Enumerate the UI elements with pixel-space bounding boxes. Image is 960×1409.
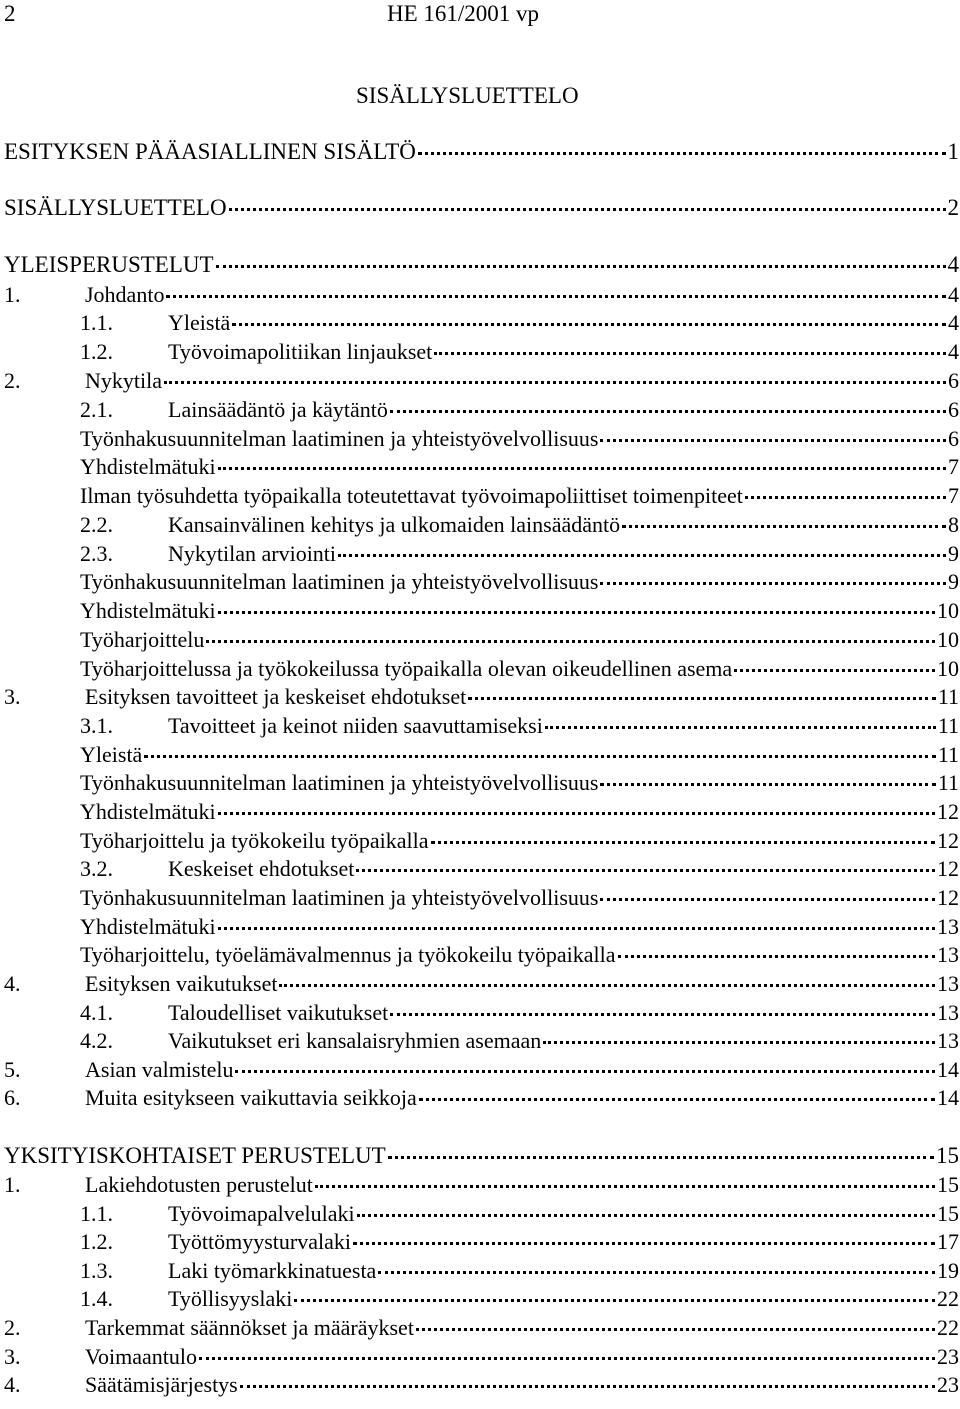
dot-leader <box>600 582 946 585</box>
toc-entry-page: 13 <box>937 942 959 967</box>
toc-entry-title: Muita esitykseen vaikuttavia seikkoja <box>85 1085 417 1110</box>
toc-entry-page: 12 <box>937 856 959 881</box>
toc-entry-number: 2. <box>4 1315 21 1340</box>
toc-entry-page: 23 <box>937 1372 959 1397</box>
toc-entry-title: Yhdistelmätuki <box>80 799 216 824</box>
toc-entry-title: Säätämisjärjestys <box>85 1372 238 1397</box>
toc-entry-page: 8 <box>948 512 959 537</box>
toc-entry-page: 12 <box>937 828 959 853</box>
toc-entry-number: 2. <box>4 368 21 393</box>
toc-entry-title: Nykytila <box>85 368 162 393</box>
dot-leader <box>600 898 935 901</box>
toc-entry-title: Asian valmistelu <box>85 1057 234 1082</box>
toc-entry-number: 2.1. <box>80 397 113 422</box>
toc-entry-number: 4. <box>4 971 21 996</box>
toc-entry-title: Työttömyysturvalaki <box>168 1229 351 1254</box>
toc-entry-title: Laki työmarkkinatuesta <box>168 1258 377 1283</box>
toc-entry-number: 1.1. <box>80 310 113 335</box>
dot-leader <box>166 295 946 298</box>
toc-entry <box>4 1314 959 1342</box>
toc-entry <box>4 338 959 366</box>
toc-entry <box>4 1084 959 1112</box>
dot-leader <box>356 869 935 872</box>
toc-entry-number: 1. <box>4 1172 21 1197</box>
dot-leader <box>378 1271 935 1274</box>
dot-leader <box>390 1013 935 1016</box>
toc-heading: SISÄLLYSLUETTELO <box>356 83 579 108</box>
toc-entry-page: 1 <box>947 139 959 164</box>
toc-entry-title: Yleistä <box>80 742 143 767</box>
dot-leader <box>434 352 946 355</box>
toc-entry-number: 2.3. <box>80 541 113 566</box>
toc-entry <box>4 1257 959 1285</box>
toc-entry-title: Työnhakusuunnitelman laatiminen ja yhteistyövelvollisuus <box>80 569 599 594</box>
toc-entry <box>4 194 959 222</box>
page-number: 2 <box>4 1 16 26</box>
dot-leader <box>745 496 946 499</box>
toc-entry-page: 11 <box>937 684 959 709</box>
toc-entry-page: 11 <box>937 713 959 738</box>
toc-entry-page: 9 <box>948 541 959 566</box>
dot-leader <box>353 1242 935 1245</box>
dot-leader <box>218 467 946 470</box>
toc-entry-title: Kansainvälinen kehitys ja ulkomaiden lainsäädäntö <box>168 512 621 537</box>
dot-leader <box>218 812 935 815</box>
toc-entry <box>4 741 959 769</box>
toc-entry-title: Lakiehdotusten perustelut <box>85 1172 313 1197</box>
toc-entry-page: 4 <box>947 252 959 277</box>
toc-entry <box>4 884 959 912</box>
toc-entry-number: 4. <box>4 1372 21 1397</box>
dot-leader <box>144 755 935 758</box>
dot-leader <box>388 1156 934 1159</box>
dot-leader <box>218 927 935 930</box>
toc-entry-title: Ilman työsuhdetta työpaikalla toteutettavat työvoimapoliittiset toimenpiteet <box>80 483 743 508</box>
toc-entry <box>4 425 959 453</box>
toc-entry-page: 22 <box>937 1286 959 1311</box>
toc-entry-title: Yhdistelmätuki <box>80 598 216 623</box>
dot-leader <box>734 669 935 672</box>
toc-entry <box>4 1343 959 1371</box>
toc-entry <box>4 511 959 539</box>
toc-entry-number: 1.4. <box>80 1286 113 1311</box>
dot-leader <box>545 726 936 729</box>
toc-entry-title: Yleistä <box>168 310 231 335</box>
toc-entry-title: Työvoimapalvelulaki <box>168 1201 355 1226</box>
toc-entry-number: 1.2. <box>80 1229 113 1254</box>
toc-entry-title: Yhdistelmätuki <box>80 914 216 939</box>
toc-entry <box>4 941 959 969</box>
toc-entry-number: 3. <box>4 1344 21 1369</box>
toc-entry-title: Työnhakusuunnitelman laatiminen ja yhteistyövelvollisuus <box>80 885 599 910</box>
toc-entry-page: 12 <box>937 799 959 824</box>
dot-leader <box>164 381 946 384</box>
toc-entry-number: 1.1. <box>80 1201 113 1226</box>
toc-entry-title: Johdanto <box>85 282 165 307</box>
toc-entry-page: 13 <box>937 1000 959 1025</box>
toc-entry <box>4 1285 959 1313</box>
toc-entry-page: 14 <box>937 1085 959 1110</box>
toc-entry-page: 10 <box>937 656 959 681</box>
toc-entry-title: Yhdistelmätuki <box>80 454 216 479</box>
toc-entry-page: 10 <box>937 627 959 652</box>
toc-entry <box>4 138 959 166</box>
dot-leader <box>543 1041 935 1044</box>
dot-leader <box>419 1098 935 1101</box>
dot-leader <box>431 841 935 844</box>
dot-leader <box>218 611 935 614</box>
dot-leader <box>338 554 946 557</box>
toc-entry-page: 17 <box>937 1229 959 1254</box>
toc-entry <box>4 482 959 510</box>
toc-entry <box>4 1142 959 1170</box>
toc-entry-title: Nykytilan arviointi <box>168 541 337 566</box>
toc-entry-number: 6. <box>4 1085 21 1110</box>
toc-entry-page: 13 <box>937 1028 959 1053</box>
dot-leader <box>199 1357 935 1360</box>
toc-entry-title: Työnhakusuunnitelman laatiminen ja yhteistyövelvollisuus <box>80 770 599 795</box>
toc-entry <box>4 540 959 568</box>
toc-entry-page: 15 <box>937 1172 959 1197</box>
toc-entry-page: 4 <box>948 310 959 335</box>
toc-entry <box>4 309 959 337</box>
dot-leader <box>390 410 946 413</box>
toc-entry-page: 9 <box>948 569 959 594</box>
toc-entry-title: Työvoimapolitiikan linjaukset <box>168 339 433 364</box>
toc-entry <box>4 798 959 826</box>
toc-entry <box>4 626 959 654</box>
toc-entry-page: 13 <box>937 971 959 996</box>
dot-leader <box>229 208 946 211</box>
toc-entry-page: 23 <box>937 1344 959 1369</box>
toc-entry <box>4 970 959 998</box>
dot-leader <box>618 955 936 958</box>
toc-entry <box>4 281 959 309</box>
toc-entry <box>4 999 959 1027</box>
toc-entry-number: 4.1. <box>80 1000 113 1025</box>
toc-entry-title: ESITYKSEN PÄÄASIALLINEN SISÄLTÖ <box>4 139 416 164</box>
toc-entry-title: Työllisyyslaki <box>168 1286 293 1311</box>
toc-entry <box>4 827 959 855</box>
toc-entry-title: Vaikutukset eri kansalaisryhmien asemaan <box>168 1028 542 1053</box>
toc-entry-title: Tarkemmat säännökset ja määräykset <box>85 1315 414 1340</box>
toc-entry-page: 6 <box>948 426 959 451</box>
toc-entry-page: 12 <box>937 885 959 910</box>
toc-entry-page: 4 <box>948 339 959 364</box>
toc-entry-title: Työharjoittelussa ja työkokeilussa työpaikalla olevan oikeudellinen asema <box>80 656 733 681</box>
toc-entry <box>4 597 959 625</box>
dot-leader <box>240 1385 935 1388</box>
toc-entry-title: Keskeiset ehdotukset <box>168 856 355 881</box>
dot-leader <box>216 265 946 268</box>
toc-entry-title: Esityksen vaikutukset <box>85 971 278 996</box>
toc-entry <box>4 712 959 740</box>
toc-entry <box>4 1056 959 1084</box>
toc-entry-page: 10 <box>937 598 959 623</box>
toc-entry <box>4 769 959 797</box>
dot-leader <box>294 1299 935 1302</box>
toc-entry-title: YLEISPERUSTELUT <box>4 252 214 277</box>
toc-entry-title: Taloudelliset vaikutukset <box>168 1000 389 1025</box>
toc-entry <box>4 683 959 711</box>
toc-entry-page: 11 <box>937 770 959 795</box>
document-id: HE 161/2001 vp <box>387 1 540 26</box>
toc-entry-title: Työharjoittelu, työelämävalmennus ja työkokeilu työpaikalla <box>80 942 616 967</box>
toc-entry-page: 4 <box>948 282 959 307</box>
toc-entry <box>4 1171 959 1199</box>
toc-entry-page: 15 <box>936 1143 959 1168</box>
toc-entry-number: 3.2. <box>80 856 113 881</box>
dot-leader <box>235 1070 935 1073</box>
dot-leader <box>315 1185 935 1188</box>
toc-entry <box>4 1228 959 1256</box>
toc-entry-number: 1. <box>4 282 21 307</box>
dot-leader <box>468 697 936 700</box>
toc-entry-title: Työnhakusuunnitelman laatiminen ja yhteistyövelvollisuus <box>80 426 599 451</box>
toc-entry-page: 6 <box>948 397 959 422</box>
toc-entry-number: 1.2. <box>80 339 113 364</box>
toc-entry <box>4 1371 959 1399</box>
toc-entry <box>4 1200 959 1228</box>
toc-entry-number: 4.2. <box>80 1028 113 1053</box>
dot-leader <box>600 439 946 442</box>
toc-entry-page: 2 <box>947 195 959 220</box>
toc-entry-page: 6 <box>948 368 959 393</box>
toc-entry-title: Työharjoittelu ja työkokeilu työpaikalla <box>80 828 429 853</box>
dot-leader <box>279 984 935 987</box>
toc-entry <box>4 367 959 395</box>
toc-entry-page: 14 <box>937 1057 959 1082</box>
toc-entry-title: Esityksen tavoitteet ja keskeiset ehdotukset <box>85 684 467 709</box>
toc-entry-number: 1.3. <box>80 1258 113 1283</box>
toc-entry-page: 7 <box>948 483 959 508</box>
toc-entry-page: 22 <box>937 1315 959 1340</box>
toc-entry-page: 13 <box>937 914 959 939</box>
toc-entry <box>4 1027 959 1055</box>
toc-entry-page: 11 <box>937 742 959 767</box>
toc-entry <box>4 913 959 941</box>
toc-entry <box>4 453 959 481</box>
toc-entry-title: YKSITYISKOHTAISET PERUSTELUT <box>4 1143 386 1168</box>
dot-leader <box>418 152 946 155</box>
toc-entry <box>4 396 959 424</box>
toc-entry-title: Voimaantulo <box>85 1344 198 1369</box>
toc-entry <box>4 568 959 596</box>
dot-leader <box>600 783 935 786</box>
toc-entry-number: 2.2. <box>80 512 113 537</box>
toc-entry <box>4 855 959 883</box>
dot-leader <box>622 525 946 528</box>
toc-entry-title: Tavoitteet ja keinot niiden saavuttamiseksi <box>168 713 543 738</box>
toc-entry-page: 7 <box>948 454 959 479</box>
dot-leader <box>416 1328 935 1331</box>
dot-leader <box>232 323 946 326</box>
dot-leader <box>206 640 935 643</box>
toc-entry-title: SISÄLLYSLUETTELO <box>4 195 227 220</box>
toc-entry <box>4 655 959 683</box>
toc-entry-number: 3. <box>4 684 21 709</box>
toc-entry-title: Lainsäädäntö ja käytäntö <box>168 397 388 422</box>
toc-entry <box>4 251 959 279</box>
toc-entry-number: 3.1. <box>80 713 113 738</box>
toc-entry-page: 15 <box>937 1201 959 1226</box>
toc-entry-number: 5. <box>4 1057 21 1082</box>
dot-leader <box>357 1214 935 1217</box>
toc-entry-page: 19 <box>937 1258 959 1283</box>
toc-entry-title: Työharjoittelu <box>80 627 205 652</box>
